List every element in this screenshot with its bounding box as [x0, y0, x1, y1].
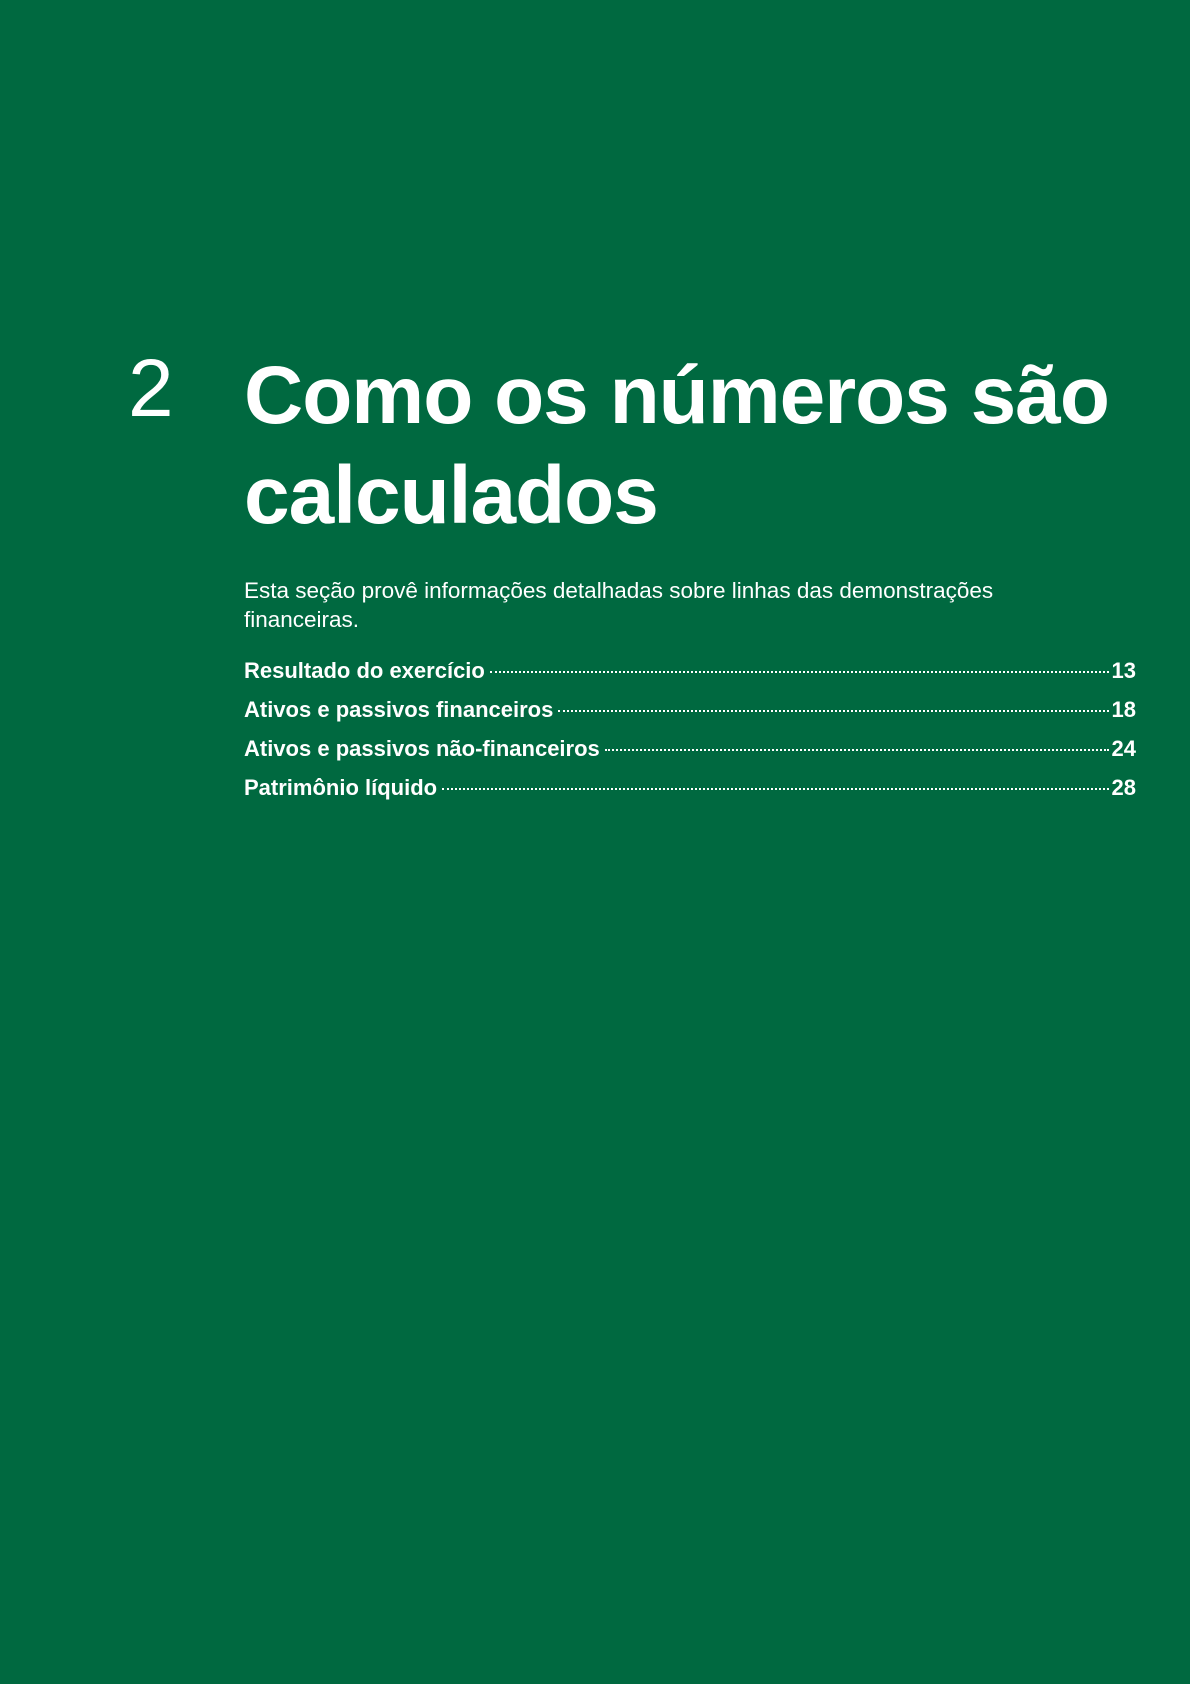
toc-entry-ativos-nao-financeiros[interactable]: [244, 736, 1136, 775]
toc-entry-label: Ativos e passivos financeiros: [244, 697, 554, 722]
section-title: Como os números são calculados: [244, 350, 1109, 541]
toc-leader-dots: [605, 749, 1109, 751]
toc-entry-page: 28: [1111, 775, 1136, 800]
section-number: 2: [128, 343, 174, 434]
toc-entry-label: Patrimônio líquido: [244, 775, 438, 800]
toc-leader-dots: [442, 788, 1108, 790]
toc-entry-resultado[interactable]: [244, 658, 1136, 697]
toc-entry-patrimonio[interactable]: [244, 775, 1136, 814]
toc-leader-dots: [558, 710, 1108, 712]
section-intro: Esta seção provê informações detalhadas sobre linhas das demonstrações financeiras.: [244, 578, 994, 632]
toc-entry-page: 13: [1111, 658, 1136, 683]
table-of-contents: [244, 658, 1136, 814]
toc-entry-page: 18: [1111, 697, 1136, 722]
toc-entry-page: 24: [1111, 736, 1136, 761]
section-content: [244, 346, 1136, 814]
toc-entry-label: Ativos e passivos não-financeiros: [244, 736, 600, 761]
toc-leader-dots: [490, 671, 1109, 673]
toc-entry-ativos-financeiros[interactable]: [244, 697, 1136, 736]
toc-entry-label: Resultado do exercício: [244, 658, 485, 683]
